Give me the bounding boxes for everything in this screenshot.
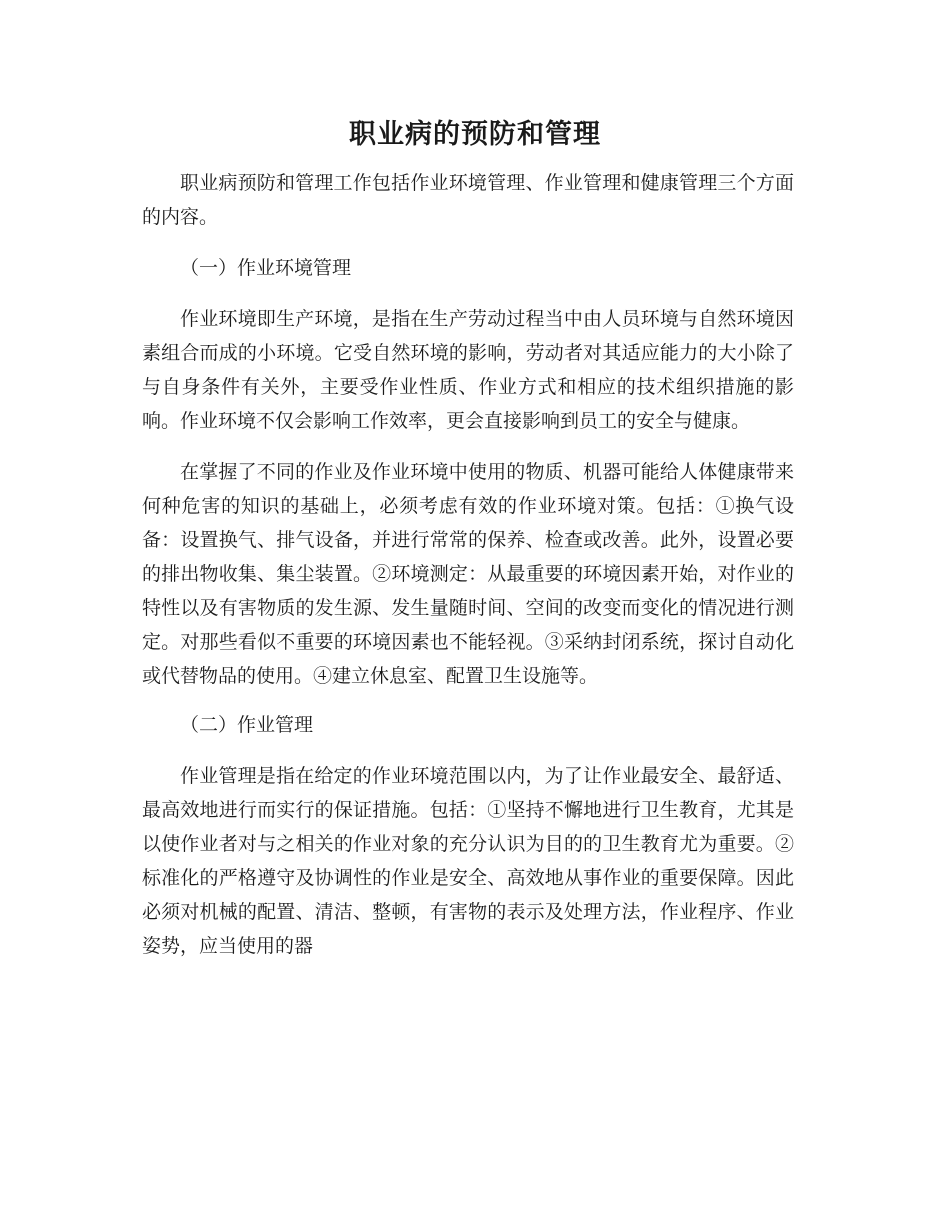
section-2-heading: （二）作业管理 bbox=[180, 714, 314, 736]
section-2-paragraph-1: 作业管理是指在给定的作业环境范围以内，为了让作业最安全、最舒适、最高效地进行而实行的保证措施。包括：①坚持不懈地进行卫生教育，尤其是以使作业者对与之相关的作业对象的充分认识为目的的卫生教育尤为重要。②标准化的严格遵守及协调性的作业是安全、高效地从事作业的重要保障。因此必须对机械的配置、清洁、整顿，有害物的表示及处理方法，作业程序、作业姿势，应当使用的器 bbox=[142, 765, 794, 957]
section-1-paragraph-2: 在掌握了不同的作业及作业环境中使用的物质、机器可能给人体健康带来何种危害的知识的基础上，必须考虑有效的作业环境对策。包括：①换气设备：设置换气、排气设备，并进行常常的保养、检查或改善。此外，设置必要的排出物收集、集尘装置。②环境测定：从最重要的环境因素开始，对作业的特性以及有害物质的发生源、发生量随时间、空间的改变而变化的情况进行测定。对那些看似不重要的环境因素也不能轻视。③采纳封闭系统，探讨自动化或代替物品的使用。④建立休息室、配置卫生设施等。 bbox=[142, 461, 794, 687]
intro-paragraph: 职业病预防和管理工作包括作业环境管理、作业管理和健康管理三个方面的内容。 bbox=[142, 172, 794, 228]
document-title: 职业病的预防和管理 bbox=[349, 119, 601, 150]
section-1-paragraph-1: 作业环境即生产环境，是指在生产劳动过程当中由人员环境与自然环境因素组合而成的小环境。它受自然环境的影响，劳动者对其适应能力的大小除了与自身条件有关外，主要受作业性质、作业方式和相应的技术组织措施的影响。作业环境不仅会影响工作效率，更会直接影响到员工的安全与健康。 bbox=[142, 308, 794, 432]
document-body bbox=[142, 166, 794, 963]
section-1-heading: （一）作业环境管理 bbox=[180, 257, 352, 279]
